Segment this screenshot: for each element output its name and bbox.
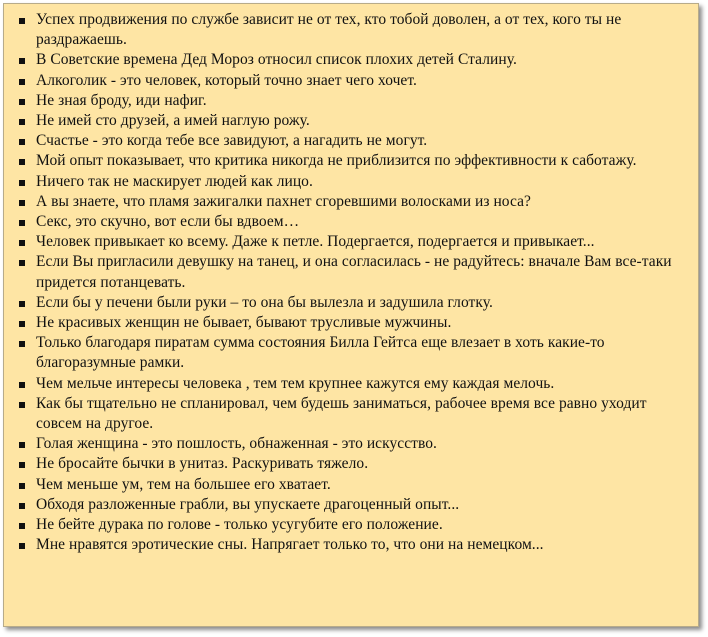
quote-list <box>4 4 698 555</box>
list-item <box>18 515 688 535</box>
quote-text: Мой опыт показывает, что критика никогда не приблизится по эффективности к саботажу. <box>36 152 637 170</box>
list-item <box>18 172 688 192</box>
quote-text: Только благодаря пиратам сумма состояния Билла Гейтса еще влезает в хоть какие-то благоразумные рамки. <box>36 334 605 372</box>
list-item <box>18 333 688 373</box>
bullet-icon <box>19 543 25 549</box>
bullet-icon <box>19 321 25 327</box>
quote-text: Счастье - это когда тебе все завидуют, а нагадить не могут. <box>36 132 428 150</box>
quotes-card <box>3 3 699 627</box>
bullet-icon <box>19 260 25 266</box>
bullet-icon <box>19 99 25 105</box>
list-item <box>18 212 688 232</box>
bullet-icon <box>19 180 25 186</box>
quote-text: Не бросайте бычки в унитаз. Раскуривать тяжело. <box>36 455 369 473</box>
bullet-icon <box>19 18 25 24</box>
list-item <box>18 71 688 91</box>
quote-text: Чем меньше ум, тем на большее его хватает. <box>36 475 331 493</box>
quote-text: Не бейте дурака по голове - только усугубите его положение. <box>36 516 443 534</box>
bullet-icon <box>19 503 25 509</box>
bullet-icon <box>19 119 25 125</box>
bullet-icon <box>19 139 25 145</box>
list-item <box>18 252 688 292</box>
bullet-icon <box>19 382 25 388</box>
quote-text: Алкоголик - это человек, который точно знает чего хочет. <box>36 71 417 89</box>
quote-text: Человек привыкает ко всему. Даже к петле. Подергается, подергается и привыкает... <box>36 233 595 251</box>
quote-text: Как бы тщательно не спланировал, чем будешь заниматься, рабочее время все равно уходит совсем на другое. <box>36 394 647 433</box>
quote-text: Не имей сто друзей, а имей наглую рожу. <box>36 112 310 130</box>
list-item <box>18 111 688 131</box>
quote-text: Секс, это скучно, вот если бы вдвоем… <box>36 213 300 231</box>
quote-text: Если Вы пригласили девушку на танец, и она согласилась - не радуйтесь: вначале Вам все-таки придется потанцевать. <box>36 253 672 291</box>
quote-text: Голая женщина - это пошлость, обнаженная - это искусство. <box>36 435 437 453</box>
bullet-icon <box>19 442 25 448</box>
bullet-icon <box>19 200 25 206</box>
list-item <box>18 232 688 252</box>
bullet-icon <box>19 301 25 307</box>
list-item <box>18 10 688 50</box>
list-item <box>18 91 688 111</box>
quote-text: Если бы у печени были руки – то она бы вылезла и задушила глотку. <box>36 293 493 311</box>
quote-text: Ничего так не маскирует людей как лицо. <box>36 172 313 190</box>
quote-text: А вы знаете, что пламя зажигалки пахнет сгоревшими волосками из носа? <box>36 192 531 210</box>
bullet-icon <box>19 79 25 85</box>
list-item <box>18 394 688 434</box>
list-item <box>18 434 688 454</box>
quote-text: Не зная броду, иди нафиг. <box>36 91 207 109</box>
list-item <box>18 131 688 151</box>
bullet-icon <box>19 159 25 165</box>
bullet-icon <box>19 483 25 489</box>
bullet-icon <box>19 462 25 468</box>
list-item <box>18 475 688 495</box>
quote-text: В Советские времена Дед Мороз относил список плохих детей Сталину. <box>36 51 517 69</box>
bullet-icon <box>19 523 25 529</box>
quote-text: Успех продвижения по службе зависит не от тех, кто тобой доволен, а от тех, кого ты не раздражаешь. <box>36 11 622 49</box>
quote-text: Не красивых женщин не бывает, бывают трусливые мужчины. <box>36 314 452 332</box>
list-item <box>18 151 688 171</box>
list-item <box>18 535 688 555</box>
list-item <box>18 495 688 515</box>
list-item <box>18 293 688 313</box>
bullet-icon <box>19 402 25 408</box>
bullet-icon <box>19 341 25 347</box>
list-item <box>18 313 688 333</box>
quote-text: Чем мельче интересы человека , тем тем крупнее кажутся ему каждая мелочь. <box>36 374 555 392</box>
bullet-icon <box>19 220 25 226</box>
list-item <box>18 454 688 474</box>
list-item <box>18 192 688 212</box>
bullet-icon <box>19 240 25 246</box>
bullet-icon <box>19 58 25 64</box>
quote-text: Мне нравятся эротические сны. Напрягает только то, что они на немецком... <box>36 536 544 554</box>
quote-text: Обходя разложенные грабли, вы упускаете драгоценный опыт... <box>36 495 460 513</box>
list-item <box>18 374 688 394</box>
list-item <box>18 50 688 70</box>
